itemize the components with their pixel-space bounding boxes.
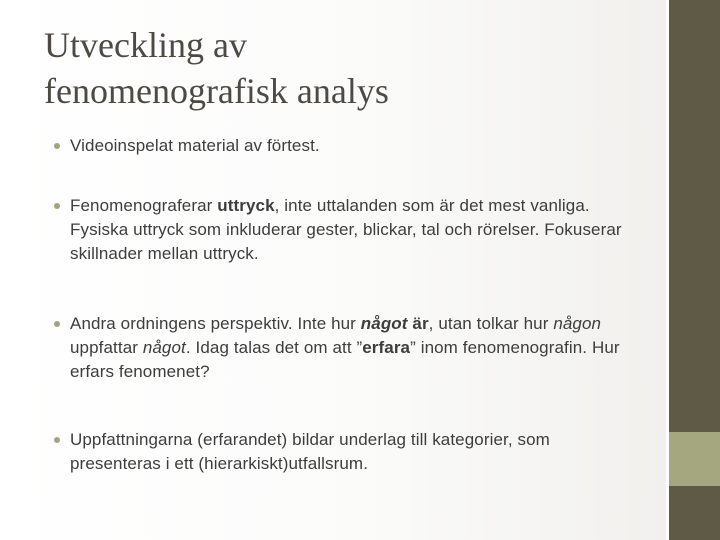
bullet-2-text-a: Fenomenograferar <box>70 196 218 215</box>
bullet-3-text-d: . Idag talas det om att ” <box>185 338 363 357</box>
bullet-2-bold-uttryck: uttryck <box>217 196 275 215</box>
bullet-2-text-b: , inte uttalanden som är det mest vanliga. Fysiska uttryck som inkluderar gester, blickar, tal och rörelser. Fokuserar skillnader mellan uttryck. <box>70 196 622 263</box>
bullet-text-1 <box>70 134 632 158</box>
bullet-item-4 <box>52 428 632 476</box>
bullet-item-1 <box>52 134 632 158</box>
bullet-text-2 <box>70 194 632 266</box>
bullet-3-italic-nagot: något <box>142 338 186 357</box>
bullet-3-bold-ar: är <box>412 314 429 333</box>
bullet-3-text-c: uppfattar <box>70 338 143 357</box>
bullet-dot-icon <box>54 321 60 327</box>
bullet-dot-icon <box>54 437 60 443</box>
bullet-3-emph-nagot: något <box>360 314 408 333</box>
bullet-3-text-b: , utan tolkar hur <box>428 314 554 333</box>
bullet-3-text-e: ” inom fenomenografin. Hur erfars fenomenet? <box>70 338 620 381</box>
bullet-3-bold-erfara: erfara <box>362 338 411 357</box>
bullet-3-italic-nagon: någon <box>553 314 602 333</box>
bullet-text-4 <box>70 428 632 476</box>
bullet-text-3 <box>70 312 632 384</box>
bullet-item-3 <box>52 312 632 384</box>
bullet-3-text-a: Andra ordningens perspektiv. Inte hur <box>70 314 361 333</box>
title-line-1: Utveckling av <box>44 25 247 65</box>
bullet-item-2 <box>52 194 632 266</box>
bullet-dot-icon <box>54 143 60 149</box>
bullet-1-text: Videoinspelat material av förtest. <box>70 136 320 155</box>
decorative-sidebar-accent <box>669 432 720 486</box>
slide-title <box>44 22 644 114</box>
bullet-4-text: Uppfattningarna (erfarandet) bildar underlag till kategorier, som presenteras i ett (hierarkiskt)utfallsrum. <box>70 430 550 473</box>
title-line-2: fenomenografisk analys <box>44 71 389 111</box>
bullet-dot-icon <box>54 203 60 209</box>
